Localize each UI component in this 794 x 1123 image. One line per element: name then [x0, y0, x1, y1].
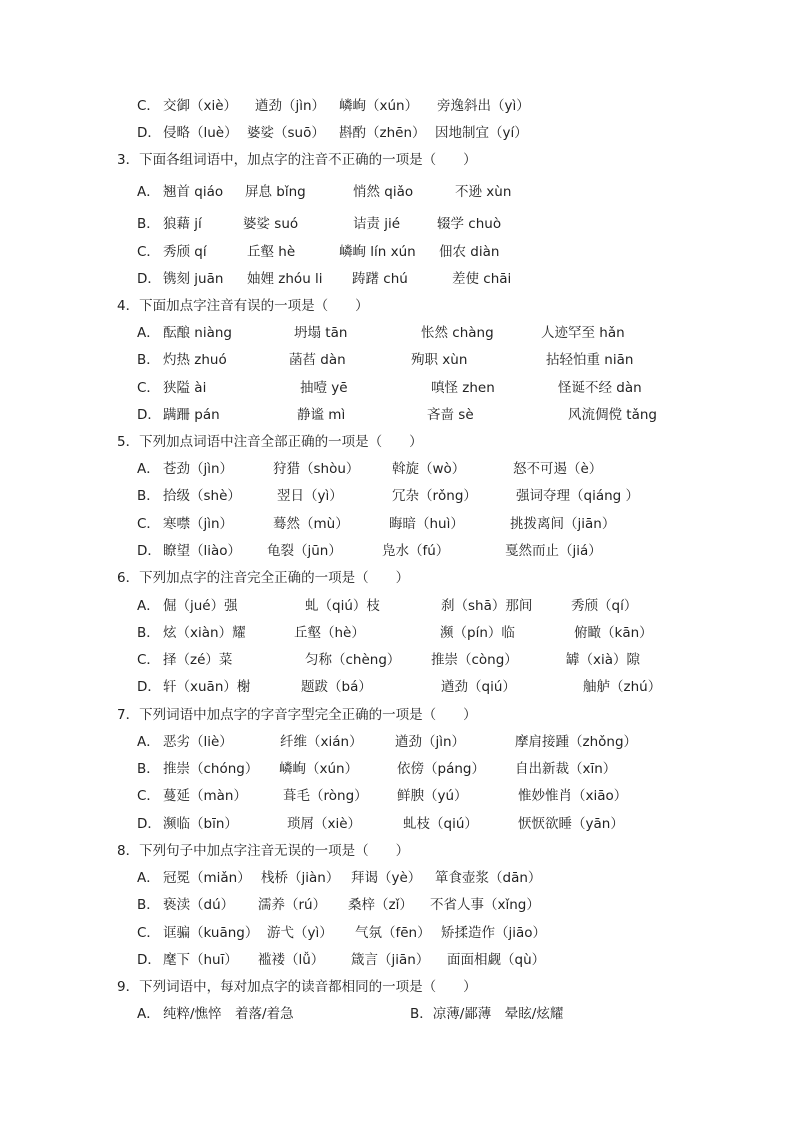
option-word: 怒不可遏（è）	[513, 461, 603, 477]
option-word: 濒（pín）临	[440, 625, 515, 641]
option-word: 狼藉 jí	[163, 216, 202, 232]
option-letter: B．	[137, 761, 160, 777]
answer-option-row	[0, 893, 794, 917]
option-word: 婆娑（suō）	[247, 125, 325, 141]
option-word: 嶙峋 lín xún	[339, 244, 416, 260]
option-word: 倔（jué）强	[163, 598, 238, 614]
answer-option-row	[0, 675, 794, 699]
option-word: 嶙峋（xún）	[279, 761, 359, 777]
option-word: B．凉薄/鄙薄 晕眩/炫耀	[410, 1006, 564, 1022]
option-word: 瞭望（liào）	[163, 543, 242, 559]
option-word: 亵渎（dú）	[163, 897, 235, 913]
option-word: 冠冕（miǎn）	[163, 870, 251, 886]
option-word: 虬枝（qiú）	[403, 816, 478, 832]
option-word: 舳舻（zhú）	[583, 679, 662, 695]
option-word: 怅然 chàng	[421, 325, 494, 341]
question-stem: 6．下列加点字的注音完全正确的一项是（ ）	[117, 570, 410, 586]
answer-option-row	[0, 757, 794, 781]
option-word: 遒劲（jìn）	[255, 98, 326, 114]
option-word: 冗杂（rǒng）	[392, 488, 477, 504]
option-letter: B．	[137, 897, 160, 913]
answer-option-row	[0, 866, 794, 890]
option-word: 抽噎 yē	[300, 380, 348, 396]
option-word: 遒劲（jìn）	[395, 734, 466, 750]
option-word: 翘首 qiáo	[163, 184, 224, 200]
option-letter: B．	[137, 352, 160, 368]
option-word: 婆娑 suó	[243, 216, 299, 232]
option-letter: D．	[137, 407, 161, 423]
option-word: 诓骗（kuāng）	[163, 925, 259, 941]
option-word: 嗔怪 zhen	[431, 380, 495, 396]
option-letter: D．	[137, 271, 161, 287]
option-letter: C．	[137, 788, 160, 804]
option-word: 不逊 xùn	[455, 184, 512, 200]
option-word: 交御（xiè）	[163, 98, 238, 114]
option-word: 坍塌 tān	[294, 325, 348, 341]
answer-option-row	[0, 812, 794, 836]
question-stem: 3．下面各组词语中，加点字的注音不正确的一项是（ ）	[117, 152, 477, 168]
option-word: 气氛（fēn）	[355, 925, 431, 941]
option-letter: C．	[137, 380, 160, 396]
option-word: 侵略（luè）	[163, 125, 238, 141]
option-word: 秀颀 qí	[163, 244, 207, 260]
option-letter: A．	[137, 598, 160, 614]
option-letter: D．	[137, 952, 161, 968]
option-word: 矫揉造作（jiāo）	[441, 925, 547, 941]
option-word: 镌刻 juān	[163, 271, 224, 287]
answer-option-row	[0, 784, 794, 808]
option-word: 踌躇 chú	[352, 271, 408, 287]
option-word: 丘壑 hè	[247, 244, 296, 260]
option-word: 灼热 zhuó	[163, 352, 227, 368]
option-word: 凫水（fú）	[382, 543, 450, 559]
option-letter: C．	[137, 516, 160, 532]
option-letter: C．	[137, 98, 160, 114]
option-word: 秀颀（qí）	[571, 598, 638, 614]
option-letter: A．	[137, 1006, 160, 1022]
option-word: 推崇（còng）	[431, 652, 518, 668]
option-word: 旁逸斜出（yì）	[437, 98, 530, 114]
option-word: 蹒跚 pán	[163, 407, 220, 423]
answer-option-row	[0, 484, 794, 508]
option-word: 怪诞不经 dàn	[558, 380, 642, 396]
option-word: 拜谒（yè）	[351, 870, 422, 886]
answer-option-row	[0, 594, 794, 618]
option-letter: C．	[137, 652, 160, 668]
option-word: 嶙峋（xún）	[339, 98, 419, 114]
option-word: 游弋（yì）	[267, 925, 333, 941]
question-stem: 4．下面加点字注音有误的一项是（ ）	[117, 298, 369, 314]
answer-option-row	[0, 730, 794, 754]
option-word: 龟裂（jūn）	[267, 543, 342, 559]
option-word: 晦暗（huì）	[389, 516, 464, 532]
option-word: 狩猎（shòu）	[273, 461, 360, 477]
option-word: 遒劲（qiú）	[441, 679, 516, 695]
option-word: 罅（xià）隙	[566, 652, 641, 668]
question-stem: 5．下列加点词语中注音全部正确的一项是（ ）	[117, 434, 423, 450]
option-word: 择（zé）菜	[163, 652, 233, 668]
answer-option-row	[0, 1002, 794, 1026]
question-stem: 7．下列词语中加点字的字音字型完全正确的一项是（ ）	[117, 707, 477, 723]
answer-option-row	[0, 240, 794, 264]
option-word: 悄然 qiǎo	[353, 184, 414, 200]
answer-option-row	[0, 648, 794, 672]
option-letter: A．	[137, 870, 160, 886]
answer-option-row	[0, 94, 794, 118]
option-word: 拾级（shè）	[163, 488, 241, 504]
answer-option-row	[0, 376, 794, 400]
option-word: 俯瞰（kān）	[574, 625, 653, 641]
answer-option-row	[0, 212, 794, 236]
option-word: 拈轻怕重 niān	[546, 352, 634, 368]
option-letter: C．	[137, 244, 160, 260]
option-letter: B．	[137, 216, 160, 232]
option-word: 妯娌 zhóu li	[247, 271, 323, 287]
option-word: 苍劲（jìn）	[163, 461, 234, 477]
option-letter: D．	[137, 125, 161, 141]
option-word: 挑拨离间（jiān）	[510, 516, 616, 532]
option-word: 酝酿 niàng	[163, 325, 232, 341]
question-stem: 9．下列词语中，每对加点字的读音都相同的一项是（ ）	[117, 979, 477, 995]
option-word: 风流倜傥 tǎng	[568, 407, 657, 423]
option-word: 斟酌（zhēn）	[339, 125, 426, 141]
option-word: 栈桥（jiàn）	[261, 870, 340, 886]
option-word: 濒临（bīn）	[163, 816, 238, 832]
option-word: 匀称（chèng）	[305, 652, 401, 668]
answer-option-row	[0, 621, 794, 645]
answer-option-row	[0, 539, 794, 563]
option-word: 戛然而止（jiá）	[505, 543, 602, 559]
option-word: 桑梓（zǐ）	[348, 897, 413, 913]
answer-option-row	[0, 180, 794, 204]
option-word: 轩（xuān）榭	[163, 679, 251, 695]
option-word: 恹恹欲睡（yān）	[518, 816, 624, 832]
option-word: 辍学 chuò	[437, 216, 502, 232]
option-word: 琐屑（xiè）	[287, 816, 362, 832]
option-word: 褴褛（lǚ）	[258, 952, 325, 968]
option-word: 屏息 bǐng	[245, 184, 306, 200]
question-stem: 8．下列句子中加点字注音无误的一项是（ ）	[117, 843, 410, 859]
option-word: 濡养（rú）	[258, 897, 327, 913]
answer-option-row	[0, 921, 794, 945]
option-word: 吝啬 sè	[427, 407, 474, 423]
option-word: 面面相觑（qù）	[447, 952, 546, 968]
option-word: 麾下（huī）	[163, 952, 238, 968]
option-word: 恶劣（liè）	[163, 734, 233, 750]
option-letter: A．	[137, 734, 160, 750]
option-word: 佃农 diàn	[439, 244, 500, 260]
answer-option-row	[0, 348, 794, 372]
option-letter: D．	[137, 543, 161, 559]
option-word: 蔓延（màn）	[163, 788, 247, 804]
option-word: 斡旋（wò）	[392, 461, 466, 477]
option-letter: D．	[137, 816, 161, 832]
answer-option-row	[0, 512, 794, 536]
option-word: 葺毛（ròng）	[283, 788, 368, 804]
option-word: 诘责 jié	[353, 216, 401, 232]
option-word: 纤维（xián）	[280, 734, 363, 750]
option-word: 依傍（páng）	[397, 761, 485, 777]
option-letter: B．	[137, 625, 160, 641]
option-word: 静谧 mì	[297, 407, 346, 423]
option-word: 强词夺理（qiáng ）	[516, 488, 640, 504]
option-word: 箪食壶浆（dān）	[435, 870, 542, 886]
option-word: 寒噤（jìn）	[163, 516, 234, 532]
option-letter: C．	[137, 925, 160, 941]
option-word: 炫（xiàn）耀	[163, 625, 246, 641]
answer-option-row	[0, 121, 794, 145]
option-word: 虬（qiú）枝	[305, 598, 380, 614]
option-word: 不省人事（xǐng）	[430, 897, 540, 913]
option-word: 刹（shā）那间	[441, 598, 533, 614]
option-word: 自出新裁（xīn）	[515, 761, 617, 777]
option-word: 翌日（yì）	[277, 488, 343, 504]
option-word: 殉职 xùn	[411, 352, 468, 368]
answer-option-row	[0, 457, 794, 481]
option-word: 箴言（jiān）	[351, 952, 430, 968]
option-word: 丘壑（hè）	[294, 625, 365, 641]
option-word: 蓦然（mù）	[273, 516, 349, 532]
option-word: 因地制宜（yí）	[435, 125, 528, 141]
answer-option-row	[0, 321, 794, 345]
option-word: 差使 chāi	[452, 271, 512, 287]
option-letter: A．	[137, 184, 160, 200]
answer-option-row	[0, 948, 794, 972]
option-letter: D．	[137, 679, 161, 695]
option-word: 惟妙惟肖（xiāo）	[518, 788, 628, 804]
option-word: 人迹罕至 hǎn	[541, 325, 625, 341]
option-word: 题跋（bá）	[301, 679, 372, 695]
option-word: 摩肩接踵（zhǒng）	[515, 734, 638, 750]
option-letter: A．	[137, 325, 160, 341]
option-word: 菡萏 dàn	[289, 352, 346, 368]
option-word: 狭隘 ài	[163, 380, 207, 396]
answer-option-row	[0, 267, 794, 291]
option-word: 推崇（chóng）	[163, 761, 259, 777]
answer-option-row	[0, 403, 794, 427]
option-letter: B．	[137, 488, 160, 504]
option-word: 鲜腴（yú）	[397, 788, 468, 804]
option-word: 纯粹/憔悴 着落/着急	[163, 1006, 294, 1022]
option-letter: A．	[137, 461, 160, 477]
